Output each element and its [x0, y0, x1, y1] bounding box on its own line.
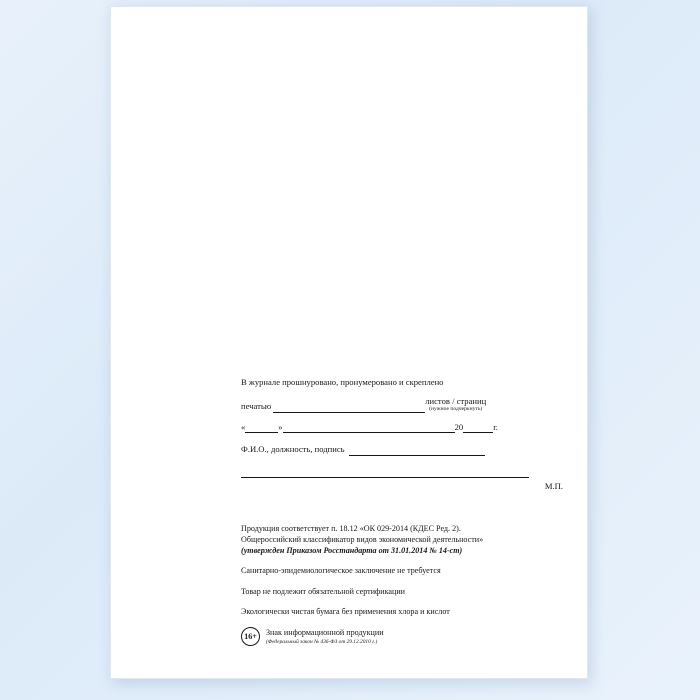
day-fill-line[interactable]	[245, 423, 278, 433]
certification-block	[241, 377, 571, 492]
month-fill-line[interactable]	[283, 423, 455, 433]
age-mark-block	[241, 627, 384, 646]
certification-heading: В журнале прошнуровано, пронумеровано и скреплено	[241, 377, 444, 387]
certification-note: Товар не подлежит обязательной сертификации	[241, 586, 406, 596]
okved-line-1: Продукция соответствует п. 18.12 «ОК 029-2014 (КДЕС Ред. 2).	[241, 524, 461, 533]
signature-fill-line[interactable]	[241, 468, 529, 478]
pages-label-group	[425, 396, 486, 413]
document-page	[110, 6, 588, 679]
signature-row	[241, 466, 571, 478]
fio-fill-line[interactable]	[349, 446, 485, 456]
age-mark-text	[266, 628, 384, 644]
age-rating-badge: 16+	[241, 627, 260, 646]
year-fill-line[interactable]	[463, 423, 493, 433]
year-suffix: г.	[493, 421, 498, 432]
quote-close: »	[278, 421, 283, 432]
year-prefix: 20	[454, 421, 464, 432]
page-content	[111, 7, 587, 678]
seal-label: печатью	[241, 401, 272, 412]
quote-open: «	[241, 421, 246, 432]
mp-row	[241, 481, 571, 493]
fio-label: Ф.И.О., должность, подпись	[241, 444, 345, 455]
okved-line-2: Общероссийский классификатор видов экономической деятельности»	[241, 535, 484, 545]
seal-row	[241, 396, 571, 413]
underline-note: (нужное подчеркнуть)	[429, 406, 483, 413]
date-row	[241, 422, 571, 434]
age-mark-law: (Федеральный закон № 436-ФЗ от 29.12.2010 г.)	[266, 638, 378, 645]
pages-label: листов / страниц	[425, 395, 487, 406]
age-mark-title: Знак информационной продукции	[266, 628, 384, 638]
eco-paper-note: Экологически чистая бумага без применения хлора и кислот	[241, 606, 450, 616]
product-info-block	[241, 523, 581, 626]
okved-line-3: (утвержден Приказом Росстандарта от 31.01.2014 № 14-ст)	[241, 546, 463, 556]
seal-fill-line[interactable]	[273, 403, 425, 413]
fio-row	[241, 444, 571, 456]
mp-label: М.П.	[544, 480, 563, 491]
sanitary-note: Санитарно-эпидемиологическое заключение не требуется	[241, 566, 441, 576]
